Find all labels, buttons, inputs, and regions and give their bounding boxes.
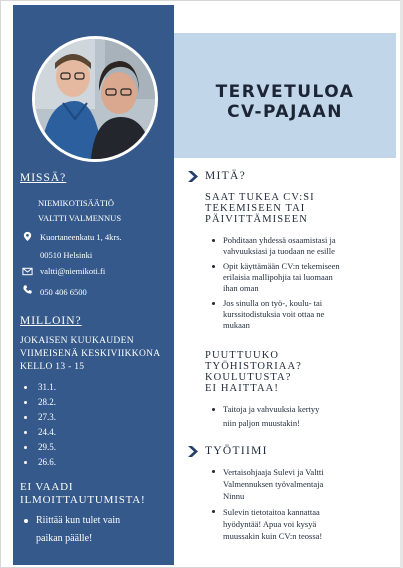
org-line-1: NIEMIKOTISÄÄTIÖ	[38, 198, 115, 208]
email-link[interactable]: valtti@niemikoti.fi	[40, 266, 106, 276]
when-line-3: KELLO 13 - 15	[20, 362, 85, 372]
what-sub-2: TEKEMISEEN TAI	[205, 203, 306, 214]
where-heading: MISSÄ?	[20, 172, 67, 184]
bullet-line: hyödyntää! Apua voi kysyä	[223, 519, 317, 529]
missing-sub-3: KOULUTUSTA?	[205, 372, 292, 383]
date-item: 31.1.	[20, 380, 56, 395]
date-item: 26.6.	[20, 455, 56, 470]
postal-line: 00510 Helsinki	[40, 250, 93, 260]
date-item: 24.4.	[20, 425, 56, 440]
phone-icon	[22, 284, 33, 295]
what-heading: MITÄ?	[205, 170, 246, 182]
list-item	[212, 466, 324, 502]
date-item: 28.2.	[20, 395, 56, 410]
bullet-line: Taitoja ja vahvuuksia kertyy	[223, 404, 320, 414]
bullet-line: vahvuuksiasi ja tuodaan ne esille	[223, 246, 335, 256]
bullet-line: Ninnu	[223, 491, 245, 501]
when-heading: MILLOIN?	[20, 315, 82, 327]
bullet-line: Opit käyttämään CV:n tekemiseen	[223, 261, 340, 271]
bullet-line: mukaan	[223, 320, 250, 330]
photo-illustration	[35, 39, 155, 159]
bullet-line: erilaisia mallipohjia tai luomaan	[223, 272, 333, 282]
missing-sub-1: PUUTTUUKO	[205, 350, 280, 361]
list-item	[212, 235, 340, 257]
bullet-line: Pohditaan yhdessä osaamistasi ja	[223, 235, 336, 245]
what-bullets	[212, 235, 340, 331]
bullet-line: muussakin kuin CV:n teossa!	[223, 531, 323, 541]
missing-sub-2: TYÖHISTORIAA?	[205, 361, 302, 372]
team-bullets	[212, 466, 324, 542]
bullet-line: Vertaisohjaaja Sulevi ja Valtti	[223, 467, 324, 477]
bullet-dot	[24, 519, 28, 523]
bullet-line: Valmennuksen työvalmentaja	[223, 479, 324, 489]
title-line-2: CV-PAJAAN	[227, 102, 343, 122]
location-pin-icon	[22, 231, 33, 242]
bullet-line: Sulevin tietotaitoa kannattaa	[223, 507, 320, 517]
chevron-right-icon	[187, 171, 199, 182]
when-line-1: JOKAISEN KUUKAUDEN	[20, 336, 134, 346]
address-line: Kuortaneenkatu 1, 4krs.	[40, 232, 122, 242]
date-item: 27.3.	[20, 410, 56, 425]
what-sub-1: SAAT TUKEA CV:SI	[205, 192, 315, 203]
when-line-2: VIIMEISENÄ KESKIVIIKKONA	[20, 349, 161, 359]
signup-heading-1: EI VAADI	[20, 481, 74, 493]
list-item	[212, 298, 340, 331]
signup-heading-2: ILMOITTAUTUMISTA!	[20, 494, 146, 506]
envelope-icon	[22, 266, 33, 277]
signup-bullet-line-1: Riittää kun tulet vain	[36, 515, 121, 526]
title-line-1: TERVETULOA	[215, 82, 355, 102]
date-item: 29.5.	[20, 440, 56, 455]
signup-bullet	[24, 513, 120, 529]
list-item	[212, 404, 319, 429]
signup-bullet-cont	[24, 531, 92, 547]
missing-sub-4: EI HAITTAA!	[205, 383, 279, 394]
bullet-line: ihan oman	[223, 283, 259, 293]
phone-number[interactable]: 050 406 6500	[40, 287, 87, 297]
profile-photo	[32, 36, 158, 162]
team-heading: TYÖTIIMI	[205, 445, 268, 457]
signup-bullet-line-2: paikan päälle!	[36, 533, 93, 544]
what-sub-3: PÄIVITTÄMISEEN	[205, 214, 308, 225]
dates-list	[20, 380, 56, 470]
missing-bullets	[212, 404, 319, 429]
chevron-right-icon	[187, 446, 199, 457]
org-line-2: VALTTI VALMENNUS	[38, 213, 122, 223]
bullet-line: niin paljon muustakin!	[223, 418, 300, 428]
bullet-line: Jos sinulla on työ-, koulu- tai	[223, 298, 323, 308]
bullet-line: kurssitodistuksia voit ottaa ne	[223, 309, 325, 319]
list-item	[212, 261, 340, 294]
list-item	[212, 506, 324, 542]
page-title	[174, 82, 396, 122]
